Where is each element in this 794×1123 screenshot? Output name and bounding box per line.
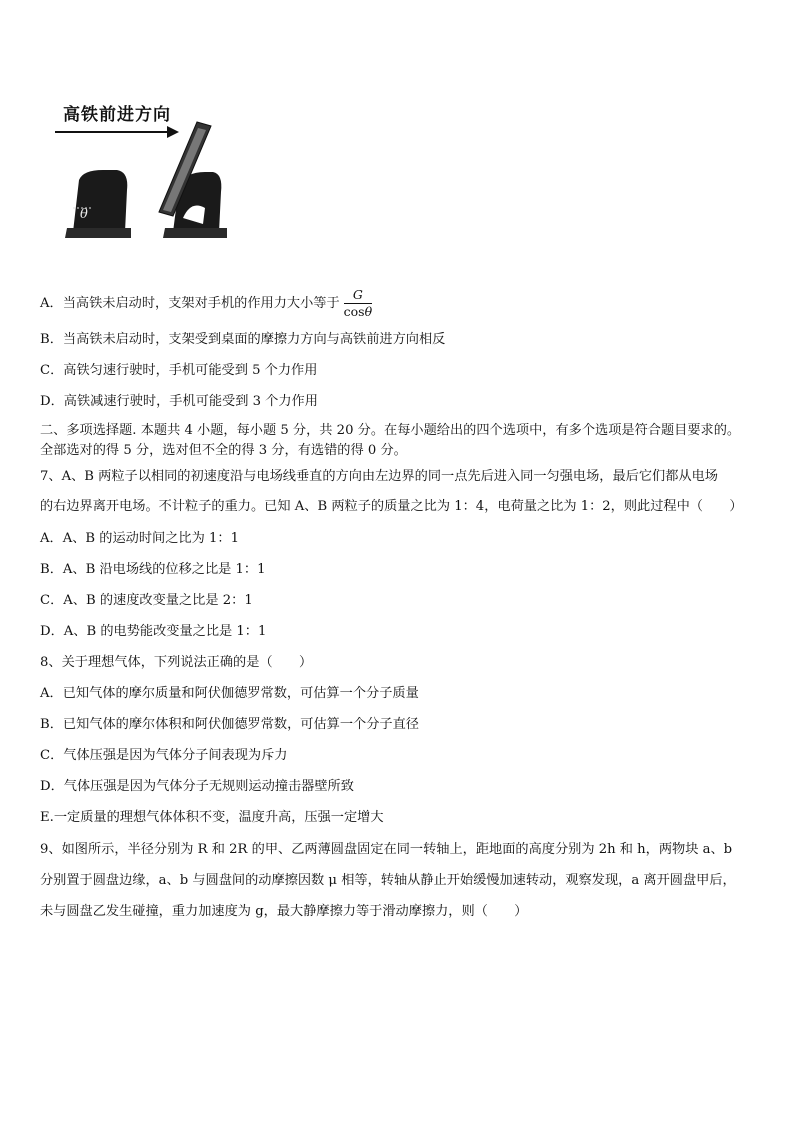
q8-option-e: E.一定质量的理想气体体积不变，温度升高，压强一定增大	[40, 810, 384, 825]
q7-option-b: B．A、B 沿电场线的位移之比是 1：1	[40, 562, 266, 577]
section2-line1: 二、多项选择题. 本题共 4 小题，每小题 5 分，共 20 分。在每小题给出的四个选项中，有多个选项是符合题目要求的。	[40, 423, 741, 438]
q6-option-b: B．当高铁未启动时，支架受到桌面的摩擦力方向与高铁前进方向相反	[40, 332, 446, 347]
q9-stem-line3: 未与圆盘乙发生碰撞，重力加速度为 g，最大静摩擦力等于滑动摩擦力，则（ ）	[40, 904, 528, 919]
q8-option-a: A．已知气体的摩尔质量和阿伏伽德罗常数，可估算一个分子质量	[40, 686, 419, 701]
figure-caption: 高铁前进方向	[63, 105, 171, 125]
q9-stem-line2: 分别置于圆盘边缘，a、b 与圆盘间的动摩擦因数 μ 相等，转轴从静止开始缓慢加速转动，观察发现，a 离开圆盘甲后，	[40, 873, 736, 888]
phone-stand-figure	[55, 100, 255, 250]
q6-option-d: D．高铁减速行驶时，手机可能受到 3 个力作用	[40, 394, 318, 409]
q8-option-b: B．已知气体的摩尔体积和阿伏伽德罗常数，可估算一个分子直径	[40, 717, 419, 732]
q7-option-c: C．A、B 的速度改变量之比是 2：1	[40, 593, 253, 608]
q8-stem: 8、关于理想气体，下列说法正确的是（ ）	[40, 655, 313, 670]
q7-stem-line2: 的右边界离开电场。不计粒子的重力。已知 A、B 两粒子的质量之比为 1：4，电荷量之比为 1：2，则此过程中（ ）	[40, 499, 743, 514]
fraction-numerator: G	[344, 287, 372, 304]
q8-option-c: C．气体压强是因为气体分子间表现为斥力	[40, 748, 288, 763]
phone-stand-illustration	[55, 100, 255, 250]
angle-label: θ	[80, 207, 88, 222]
fraction-g-over-cos-theta	[344, 287, 372, 320]
q6-option-c: C．高铁匀速行驶时，手机可能受到 5 个力作用	[40, 363, 318, 378]
q8-option-d: D．气体压强是因为气体分子无规则运动撞击器壁所致	[40, 779, 354, 794]
fraction-denominator: cosθ	[343, 304, 373, 319]
section2-line2: 全部选对的得 5 分，选对但不全的得 3 分，有选错的得 0 分。	[40, 443, 407, 458]
q9-stem-line1: 9、如图所示，半径分别为 R 和 2R 的甲、乙两薄圆盘固定在同一转轴上，距地面的高度分别为 2h 和 h，两物块 a、b	[40, 842, 733, 857]
q6-option-a-text: A．当高铁未启动时，支架对手机的作用力大小等于	[40, 296, 340, 311]
q7-option-d: D．A、B 的电势能改变量之比是 1：1	[40, 624, 267, 639]
q6-option-a	[40, 287, 372, 320]
q7-stem-line1: 7、A、B 两粒子以相同的初速度沿与电场线垂直的方向由左边界的同一点先后进入同一匀强电场，最后它们都从电场	[40, 469, 718, 484]
q7-option-a: A．A、B 的运动时间之比为 1：1	[40, 531, 239, 546]
